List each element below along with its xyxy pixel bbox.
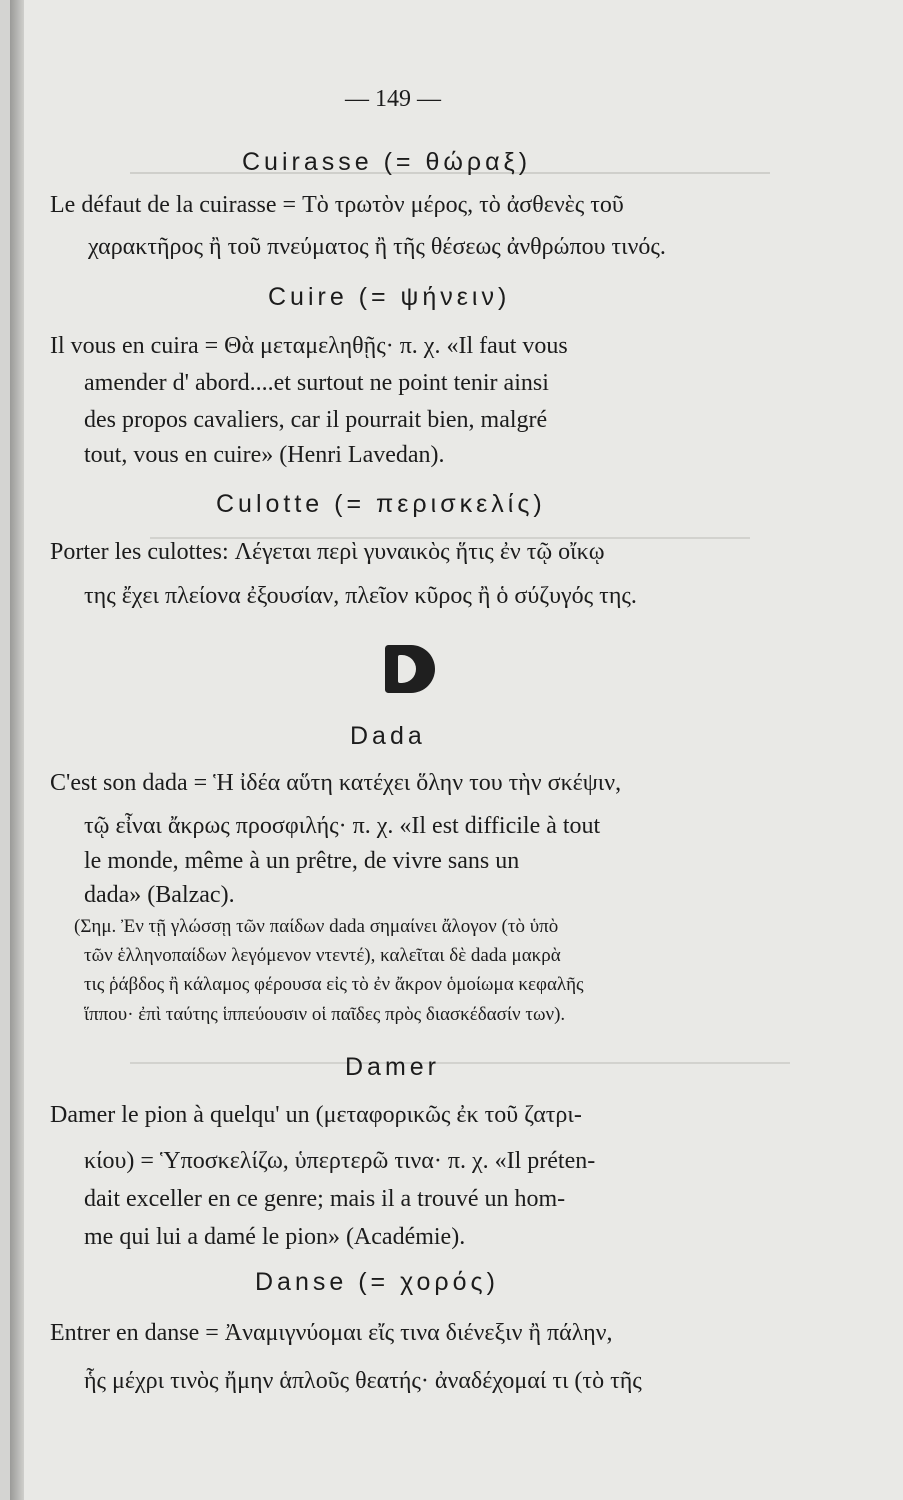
note-line: (Σημ. Ἐν τῇ γλώσσῃ τῶν παίδων dada σημαίνει ἄλογον (τὸ ὑπὸ	[74, 916, 559, 937]
page-binding-shadow	[10, 0, 24, 1500]
text-line: dait exceller en ce genre; mais il a trouvé un hom-	[84, 1186, 566, 1212]
note-line: τις ῥάβδος ἢ κάλαμος φέρουσα εἰς τὸ ἐν ἄκρον ὁμοίωμα κεφαλῆς	[84, 974, 584, 995]
entry-heading-dada: Dada	[350, 722, 426, 750]
text-line: Il vous en cuira = Θὰ μεταμεληθῇς· π. χ. «Il faut vous	[50, 333, 568, 359]
entry-heading-damer: Damer	[345, 1053, 441, 1081]
text-line: me qui lui a damé le pion» (Académie).	[84, 1224, 466, 1250]
section-letter-d	[385, 645, 435, 693]
text-line: Entrer en danse = Ἀναμιγνύομαι εἴς τινα διένεξιν ἢ πάλην,	[50, 1320, 613, 1346]
text-line: amender d' abord....et surtout ne point tenir ainsi	[84, 370, 549, 396]
text-line: ἧς μέχρι τινὸς ἤμην ἁπλοῦς θεατής· ἀναδέχομαί τι (τὸ τῆς	[84, 1368, 642, 1394]
text-line: tout, vous en cuire» (Henri Lavedan).	[84, 442, 445, 468]
entry-heading-culotte: Culotte (= περισκελίς)	[216, 490, 546, 518]
page-number: — 149 —	[345, 86, 441, 112]
note-line: ἵππου· ἐπὶ ταύτης ἱππεύουσιν οἱ παῖδες πρὸς διασκέδασίν των).	[84, 1004, 566, 1025]
bleed-through-decoration	[130, 1040, 790, 1064]
entry-heading-danse: Danse (= χορός)	[255, 1268, 499, 1296]
entry-heading-cuire: Cuire (= ψήνειν)	[268, 283, 511, 311]
text-line: κίου) = Ὑποσκελίζω, ὑπερτερῶ τινα· π. χ. «Il préten-	[84, 1148, 596, 1174]
text-line: της ἔχει πλείονα ἐξουσίαν, πλεῖον κῦρος ἢ ὁ σύζυγός της.	[84, 583, 637, 609]
text-line: dada» (Balzac).	[84, 882, 235, 908]
text-line: Porter les culottes: Λέγεται περὶ γυναικὸς ἥτις ἐν τῷ οἴκῳ	[50, 539, 605, 565]
text-line: Damer le pion à quelqu' un (μεταφορικῶς ἐκ τοῦ ζατρι-	[50, 1102, 582, 1128]
text-line: le monde, même à un prêtre, de vivre sans un	[84, 848, 520, 874]
text-line: des propos cavaliers, car il pourrait bien, malgré	[84, 407, 548, 433]
text-line: χαρακτῆρος ἢ τοῦ πνεύματος ἢ τῆς θέσεως ἀνθρώπου τινός.	[88, 234, 666, 260]
text-line: C'est son dada = Ἡ ἰδέα αὕτη κατέχει ὅλην του τὴν σκέψιν,	[50, 770, 622, 796]
note-line: τῶν ἑλληνοπαίδων λεγόμενον ντεντέ), καλεῖται δὲ dada μακρὰ	[84, 945, 561, 966]
entry-heading-cuirasse: Cuirasse (= θώραξ)	[242, 148, 532, 176]
text-line: Le défaut de la cuirasse = Τὸ τρωτὸν μέρος, τὸ ἀσθενὲς τοῦ	[50, 192, 624, 218]
book-page	[10, 0, 903, 1500]
text-line: τῷ εἶναι ἄκρως προσφιλής· π. χ. «Il est difficile à tout	[84, 813, 601, 839]
